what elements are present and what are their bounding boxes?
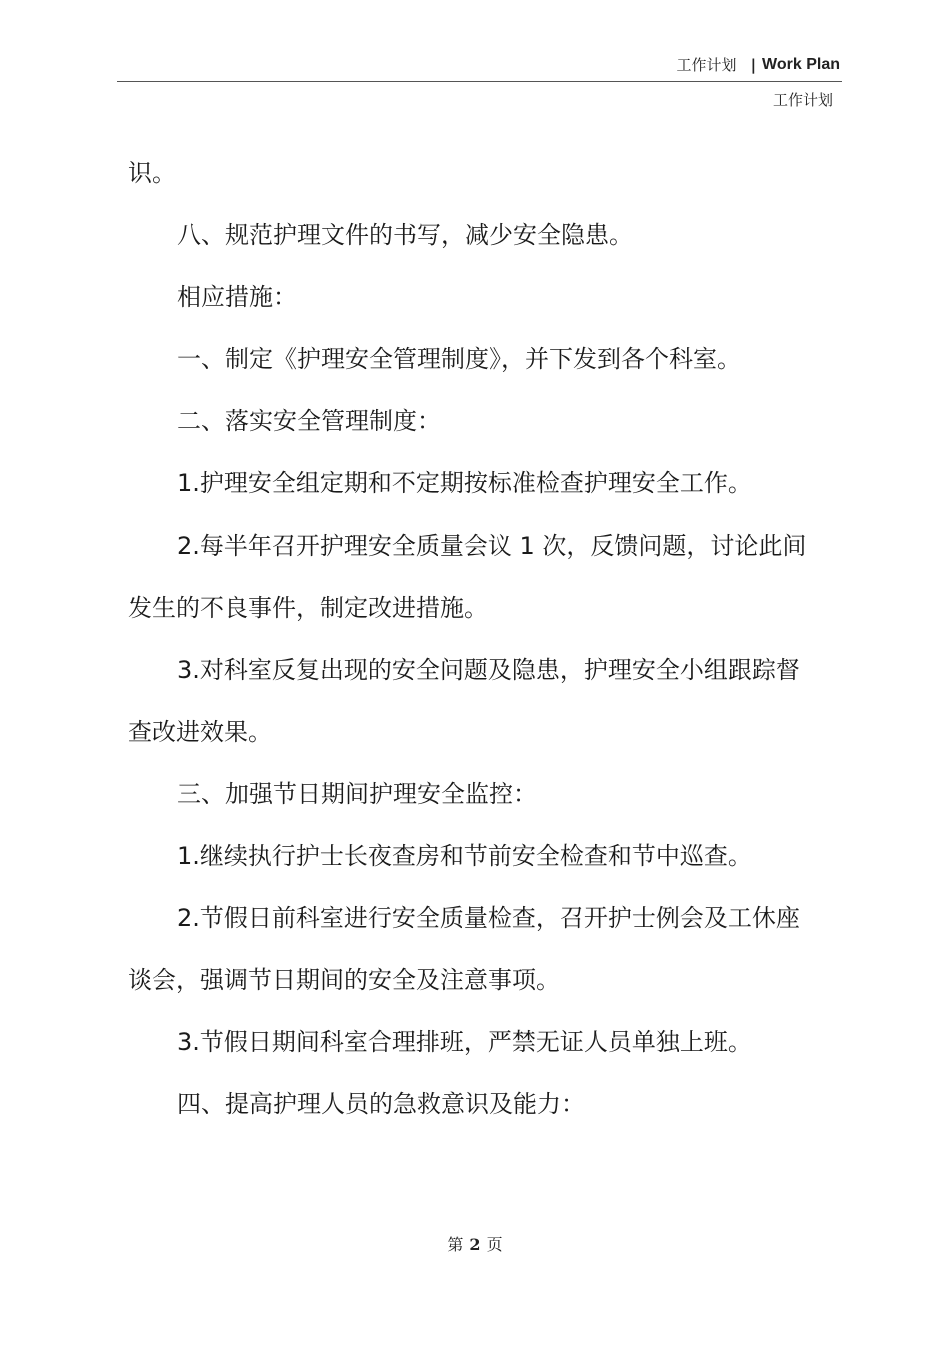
header-label: 工作计划 xyxy=(676,56,737,74)
document-body xyxy=(128,142,848,1136)
paragraph: 3.节假日期间科室合理排班，严禁无证人员单独上班。 xyxy=(177,1028,752,1057)
paragraph: 二、落实安全管理制度： xyxy=(177,407,441,436)
header-divider xyxy=(117,81,842,82)
paragraph: 识。 xyxy=(128,159,176,187)
paragraph: 1.继续执行护士长夜查房和节前安全检查和节中巡查。 xyxy=(177,842,752,871)
header-subtitle: 工作计划 xyxy=(772,91,833,109)
paragraph: 发生的不良事件，制定改进措施。 xyxy=(128,593,488,622)
paragraph: 查改进效果。 xyxy=(128,717,272,746)
header-separator: | xyxy=(750,55,757,74)
paragraph: 一、制定《护理安全管理制度》，并下发到各个科室。 xyxy=(177,345,741,374)
paragraph: 1.护理安全组定期和不定期按标准检查护理安全工作。 xyxy=(177,469,752,498)
footer-suffix: 页 xyxy=(486,1235,503,1254)
paragraph: 三、加强节日期间护理安全监控： xyxy=(177,779,537,808)
page-header xyxy=(677,54,840,75)
page-number: 2 xyxy=(469,1235,481,1254)
footer-prefix: 第 xyxy=(447,1235,464,1254)
page-footer xyxy=(0,1232,950,1255)
paragraph: 四、提高护理人员的急救意识及能力： xyxy=(177,1090,585,1119)
paragraph: 3.对科室反复出现的安全问题及隐患，护理安全小组跟踪督 xyxy=(177,655,800,684)
header-brand: Work Plan xyxy=(762,55,840,73)
paragraph: 谈会，强调节日期间的安全及注意事项。 xyxy=(128,966,560,995)
paragraph: 2.每半年召开护理安全质量会议 1 次，反馈问题，讨论此间 xyxy=(177,531,807,560)
paragraph: 八、规范护理文件的书写，减少安全隐患。 xyxy=(177,221,633,250)
paragraph: 相应措施： xyxy=(177,283,297,312)
paragraph: 2.节假日前科室进行安全质量检查，召开护士例会及工休座 xyxy=(177,904,800,933)
